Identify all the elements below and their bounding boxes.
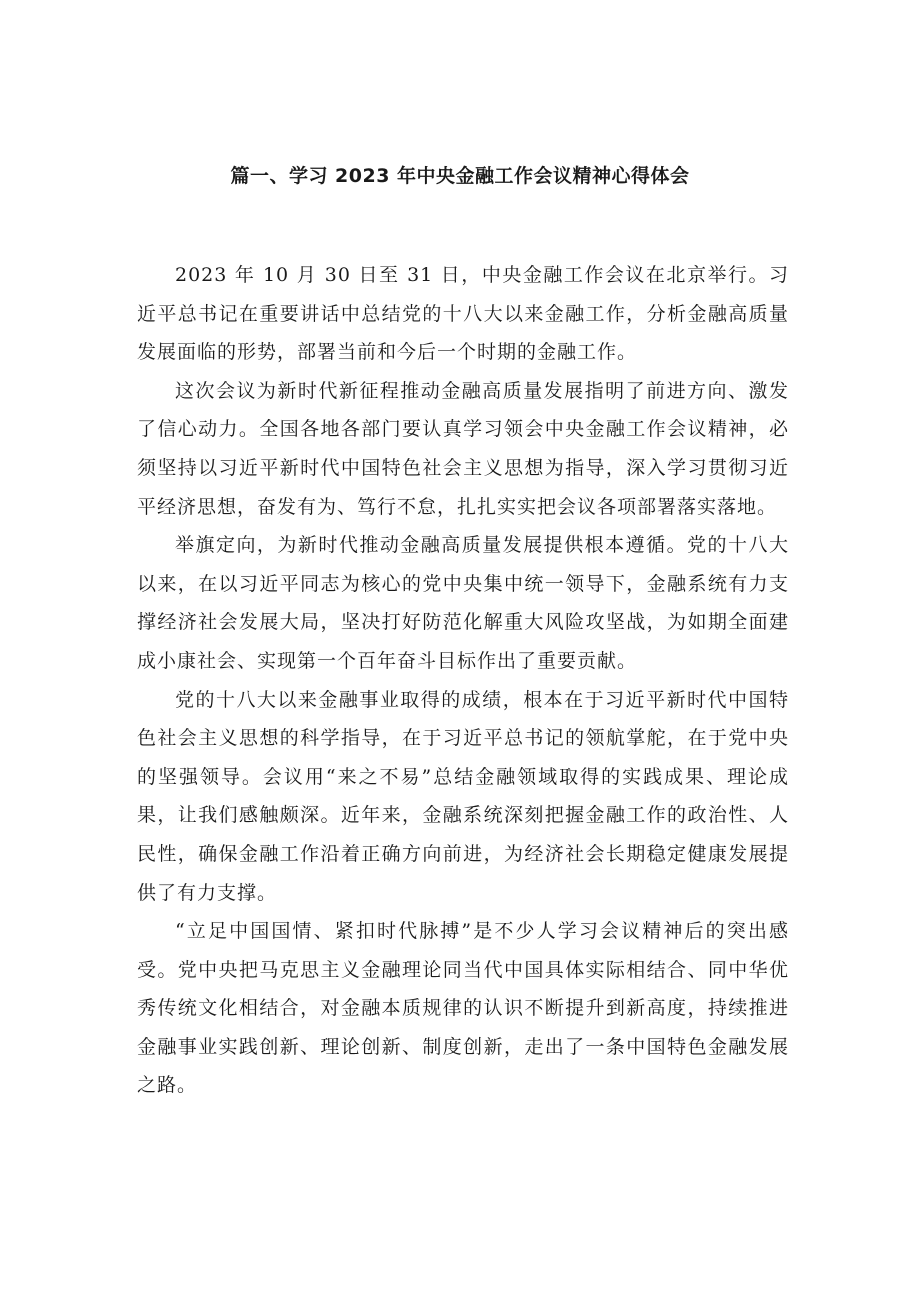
document-body xyxy=(137,256,789,1105)
paragraph-1: 2023 年 10 月 30 日至 31 日，中央金融工作会议在北京举行。习近平总书记在重要讲话中总结党的十八大以来金融工作，分析金融高质量发展面临的形势，部署当前和今后一个时期的金融工作。 xyxy=(137,264,789,364)
paragraph-4: 党的十八大以来金融事业取得的成绩，根本在于习近平新时代中国特色社会主义思想的科学指导，在于习近平总书记的领航掌舵，在于党中央的坚强领导。会议用“来之不易”总结金融领域取得的实践成果、理论成果，让我们感触颇深。近年来，金融系统深刻把握金融工作的政治性、人民性，确保金融工作沿着正确方向前进，为经济社会长期稳定健康发展提供了有力支撑。 xyxy=(137,688,789,904)
paragraph-5: “立足中国国情、紧扣时代脉搏”是不少人学习会议精神后的突出感受。党中央把马克思主义金融理论同当代中国具体实际相结合、同中华优秀传统文化相结合，对金融本质规律的认识不断提升到新高度，持续推进金融事业实践创新、理论创新、制度创新，走出了一条中国特色金融发展之路。 xyxy=(137,920,789,1097)
document-title: 篇一、学习 2023 年中央金融工作会议精神心得体会 xyxy=(230,165,690,187)
paragraph-2: 这次会议为新时代新征程推动金融高质量发展指明了前进方向、激发了信心动力。全国各地各部门要认真学习领会中央金融工作会议精神，必须坚持以习近平新时代中国特色社会主义思想为指导，深入学习贯彻习近平经济思想，奋发有为、笃行不怠，扎扎实实把会议各项部署落实落地。 xyxy=(137,379,789,518)
paragraph-3: 举旗定向，为新时代推动金融高质量发展提供根本遵循。党的十八大以来，在以习近平同志为核心的党中央集中统一领导下，金融系统有力支撑经济社会发展大局，坚决打好防范化解重大风险攻坚战，为如期全面建成小康社会、实现第一个百年奋斗目标作出了重要贡献。 xyxy=(137,534,789,672)
